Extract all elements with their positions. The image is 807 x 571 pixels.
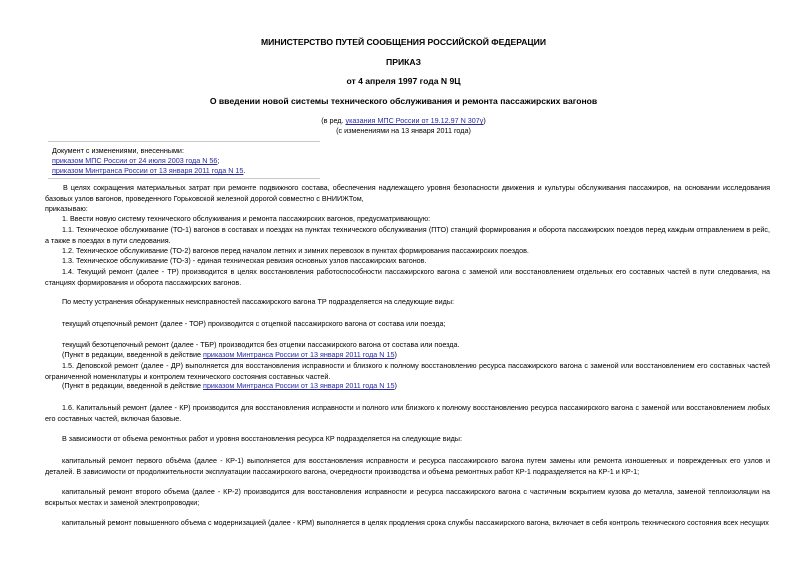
doc-type-heading: ПРИКАЗ	[386, 57, 421, 67]
changes-link-2[interactable]: приказом Минтранса России от 13 января 2011 года N 15	[52, 166, 244, 175]
krm-paragraph: капитальный ремонт повышенного объема с модернизацией (далее - КРМ) выполняется в целях продления срока службы пассажирского вагона, включает в себя контроль технического состояния всех несущих	[62, 518, 769, 527]
kr1-text: капитальный ремонт первого объёма (далее - КР-1) выполняется для восстановления исправности и ресурса пассажирского вагона путем замены или ремонта изношенных и поврежденных его узлов и деталей. В зависимости от продолжительности эксплуатации пассажирского вагона, очередности производства и объема ремонтных работ КР-1 подразделяется на КР-1	[45, 456, 770, 476]
changes-intro: Документ с изменениями, внесенными:	[52, 146, 184, 155]
changes-item-1	[52, 156, 219, 166]
item-1-5: 1.5. Деповской ремонт (далее - ДР) выполняется для восстановления исправности и близкого к полному восстановлению ресурса пассажирского вагона с заменой или восстановлением его составных частей ограниченной номенклатуры и контролем технического состояния составных частей.	[45, 361, 770, 381]
note-2	[62, 381, 397, 391]
kr1-end: ;	[637, 466, 640, 476]
changes-note: (с изменениями на 13 января 2011 года)	[336, 126, 471, 135]
item-1-4: 1.4. Текущий ремонт (далее - ТР) производится в целях восстановления работоспособности пассажирского вагона с заменой или восстановлением отдельных его составных частей в пути следования, на станциях формирования и оборота пассажирских вагонов.	[45, 267, 770, 287]
kr1-mid: и КР-1	[613, 466, 638, 476]
note-2-prefix: (Пункт в редакции, введенной в действие	[62, 381, 204, 390]
order-word: приказываю:	[45, 204, 88, 213]
edition-link[interactable]: указания МПС России от 19.12.97 N 307у	[345, 116, 484, 125]
note-1	[62, 350, 397, 360]
item-1-6: 1.6. Капитальный ремонт (далее - КР) производится для восстановления исправности и полного или близкого к полному восстановлению ресурса пассажирского вагона с заменой или восстановлением любых его составных частей, включая базовые.	[45, 403, 770, 423]
edition-note	[0, 116, 807, 125]
note-1-suffix: )	[394, 350, 397, 359]
kr-types: В зависимости от объема ремонтных работ и уровня восстановления ресурса КР подразделяется на следующие виды:	[62, 434, 462, 443]
changes-box-bottom-rule	[48, 178, 320, 179]
intro-paragraph: В целях сокращения материальных затрат при ремонте подвижного состава, обеспечения надлежащего уровня безопасности движения и культуры обслуживания пассажиров, на основании исследования базовых узлов вагонов, проведенного Горьковской железной дорогой совместно с ВНИИЖТом,	[45, 183, 770, 203]
item-1-2: 1.2. Техническое обслуживание (ТО-2) вагонов перед началом летних и зимних перевозок в пунктах формирования пассажирских поездов.	[62, 246, 529, 255]
edition-prefix: (в ред.	[321, 116, 346, 125]
note-2-suffix: )	[394, 381, 397, 390]
note-1-prefix: (Пункт в редакции, введенной в действие	[62, 350, 204, 359]
changes-link-1-suffix: ;	[217, 156, 220, 165]
kr2-paragraph: капитальный ремонт второго объема (далее - КР-2) производится для восстановления исправности и ресурса пассажирского вагона с частичным вскрытием кузова до металла, заменой теплоизоляции на вскрытых местах и заменой электропроводки;	[45, 487, 770, 507]
item-1-3: 1.3. Техническое обслуживание (ТО-3) - единая техническая ревизия основных узлов пассажирских вагонов.	[62, 256, 427, 265]
tr-types: По месту устранения обнаруженных неисправностей пассажирского вагона ТР подразделяется на следующие виды:	[62, 297, 454, 306]
changes-box-top-rule	[48, 141, 320, 142]
tbr-paragraph: текущий безотцепочный ремонт (далее - ТБР) производится без отцепки пассажирского вагона от состава или поезда.	[62, 340, 460, 349]
edition-suffix: )	[483, 116, 486, 125]
note-1-link[interactable]: приказом Минтранса России от 13 января 2011 года N 15	[203, 350, 395, 359]
ministry-heading: МИНИСТЕРСТВО ПУТЕЙ СООБЩЕНИЯ РОССИЙСКОЙ ФЕДЕРАЦИИ	[260, 37, 547, 47]
document-title: О введении новой системы технического обслуживания и ремонта пассажирских вагонов	[209, 96, 598, 106]
changes-item-2	[52, 166, 245, 176]
changes-link-1[interactable]: приказом МПС России от 24 июля 2003 года N 56	[52, 156, 218, 165]
changes-link-2-suffix: .	[243, 166, 246, 175]
date-number-heading: от 4 апреля 1997 года N 9Ц	[346, 76, 461, 86]
kr1-paragraph	[45, 456, 770, 477]
note-2-link[interactable]: приказом Минтранса России от 13 января 2011 года N 15	[203, 381, 395, 390]
item-1: 1. Ввести новую систему технического обслуживания и ремонта пассажирских вагонов, предусматривающую:	[62, 214, 431, 223]
item-1-1: 1.1. Техническое обслуживание (ТО-1) вагонов в составах и поездах на пунктах технического обслуживания (ПТО) станций формирования и оборота пассажирских поездов перед каждым отправлением в рейс, а также в поездах в пути следования.	[45, 225, 770, 245]
tor-paragraph: текущий отцепочный ремонт (далее - ТОР) производится с отцепкой пассажирского вагона от состава или поезда;	[62, 319, 446, 328]
